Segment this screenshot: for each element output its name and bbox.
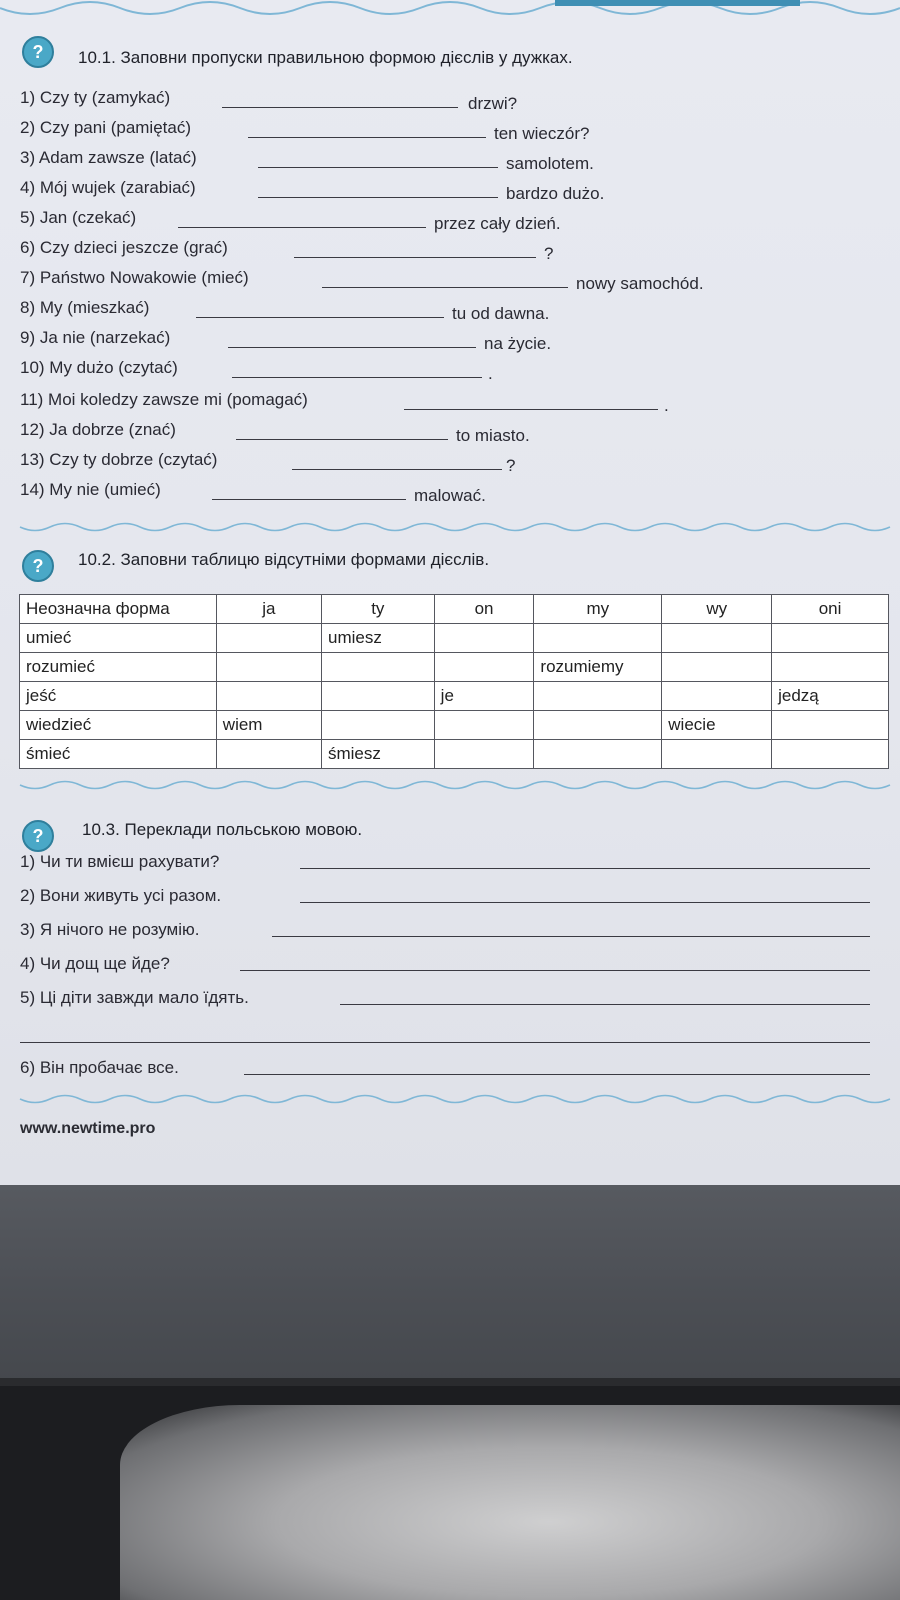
infinitive-cell: rozumieć (20, 653, 217, 682)
empty-answer-cell[interactable] (772, 624, 889, 653)
exercise-item-ending: . (664, 396, 669, 415)
empty-answer-cell[interactable] (216, 682, 321, 711)
empty-answer-cell[interactable] (662, 682, 772, 711)
answer-blank[interactable] (404, 409, 658, 410)
translation-prompt: 2) Вони живуть усі разом. (20, 886, 222, 905)
empty-answer-cell[interactable] (321, 711, 434, 740)
verb-form-cell: umiesz (321, 624, 434, 653)
exercise-item (20, 268, 880, 292)
exercise-item-ending: ? (506, 456, 516, 475)
section-divider-wave (0, 778, 900, 792)
answer-blank[interactable] (212, 499, 406, 500)
empty-answer-cell[interactable] (434, 624, 534, 653)
header-wave-decoration (0, 0, 900, 20)
table-column-header: on (434, 595, 534, 624)
question-icon: ? (22, 550, 54, 582)
section-divider-wave (0, 520, 900, 534)
translation-prompt: 4) Чи дощ ще йде? (20, 954, 170, 973)
exercise-item-text: 10) My dużo (czytać) (20, 358, 178, 377)
exercise-item-ending: malować. (414, 486, 486, 505)
table-column-header: wy (662, 595, 772, 624)
answer-line[interactable] (244, 1074, 870, 1075)
translation-prompt: 6) Він пробачає все. (20, 1058, 179, 1077)
exercise-item-text: 8) My (mieszkać) (20, 298, 150, 317)
desk-edge (0, 1378, 900, 1386)
exercise-item-ending: tu od dawna. (452, 304, 550, 323)
exercise-item (20, 148, 880, 172)
section-divider-wave (0, 1092, 900, 1106)
exercise-item-text: 5) Jan (czekać) (20, 208, 137, 227)
empty-answer-cell[interactable] (662, 624, 772, 653)
verb-form-cell: je (434, 682, 534, 711)
answer-blank[interactable] (322, 287, 568, 288)
empty-answer-cell[interactable] (321, 653, 434, 682)
verb-forms-table (19, 594, 889, 769)
desk-surface (0, 1185, 900, 1380)
answer-line[interactable] (340, 1004, 870, 1005)
empty-answer-cell[interactable] (434, 740, 534, 769)
exercise-item-text: 4) Mój wujek (zarabiać) (20, 178, 196, 197)
empty-answer-cell[interactable] (534, 740, 662, 769)
table-column-header: my (534, 595, 662, 624)
answer-blank[interactable] (258, 197, 498, 198)
table-header-row (20, 595, 889, 624)
verb-form-cell: wiecie (662, 711, 772, 740)
infinitive-cell: jeść (20, 682, 217, 711)
answer-blank[interactable] (228, 347, 476, 348)
empty-answer-cell[interactable] (534, 711, 662, 740)
exercise-item-text: 12) Ja dobrze (znać) (20, 420, 176, 439)
exercise-item-ending: na życie. (484, 334, 552, 353)
exercise-item (20, 238, 880, 262)
exercise-10-1-heading: 10.1. Заповни пропуски правильною формою дієслів у дужках. (78, 48, 573, 67)
answer-line[interactable] (300, 868, 870, 869)
answer-line[interactable] (300, 902, 870, 903)
answer-blank[interactable] (292, 469, 502, 470)
fabric-background (120, 1405, 900, 1600)
empty-answer-cell[interactable] (772, 711, 889, 740)
empty-answer-cell[interactable] (216, 653, 321, 682)
infinitive-cell: umieć (20, 624, 217, 653)
exercise-item-text: 2) Czy pani (pamiętać) (20, 118, 192, 137)
empty-answer-cell[interactable] (434, 653, 534, 682)
exercise-item (20, 328, 880, 352)
verb-form-cell: wiem (216, 711, 321, 740)
exercise-item-ending: to miasto. (456, 426, 530, 445)
table-column-header: ty (321, 595, 434, 624)
exercise-item-text: 3) Adam zawsze (latać) (20, 148, 197, 167)
empty-answer-cell[interactable] (772, 653, 889, 682)
empty-answer-cell[interactable] (216, 624, 321, 653)
empty-answer-cell[interactable] (534, 624, 662, 653)
translation-prompt: 5) Ці діти завжди мало їдять. (20, 988, 249, 1007)
infinitive-cell: śmieć (20, 740, 217, 769)
answer-blank[interactable] (222, 107, 458, 108)
table-row (20, 653, 889, 682)
question-icon: ? (22, 36, 54, 68)
answer-blank[interactable] (178, 227, 426, 228)
empty-answer-cell[interactable] (434, 711, 534, 740)
exercise-item (20, 358, 880, 382)
exercise-item-text: 7) Państwo Nowakowie (mieć) (20, 268, 249, 287)
empty-answer-cell[interactable] (216, 740, 321, 769)
empty-answer-cell[interactable] (662, 653, 772, 682)
answer-blank[interactable] (294, 257, 536, 258)
table-column-header: Неозначна форма (20, 595, 217, 624)
answer-line-extra (20, 1042, 870, 1043)
table-row (20, 711, 889, 740)
empty-answer-cell[interactable] (534, 682, 662, 711)
answer-line[interactable] (240, 970, 870, 971)
exercise-item-text: 6) Czy dzieci jeszcze (grać) (20, 238, 228, 257)
exercise-item (20, 298, 880, 322)
verb-form-cell: rozumiemy (534, 653, 662, 682)
exercise-item (20, 208, 880, 232)
answer-blank[interactable] (196, 317, 444, 318)
exercise-item-ending: . (488, 364, 493, 383)
verb-form-cell: jedzą (772, 682, 889, 711)
exercise-10-2-heading: 10.2. Заповни таблицю відсутніми формами дієслів. (78, 550, 490, 569)
exercise-item-ending: ? (544, 244, 554, 263)
exercise-item-text: 9) Ja nie (narzekać) (20, 328, 171, 347)
exercise-item (20, 178, 880, 202)
answer-blank[interactable] (248, 137, 486, 138)
empty-answer-cell[interactable] (772, 740, 889, 769)
answer-blank[interactable] (236, 439, 448, 440)
empty-answer-cell[interactable] (321, 682, 434, 711)
exercise-item (20, 118, 880, 142)
exercise-item-text: 11) Moi koledzy zawsze mi (pomagać) (20, 390, 308, 409)
exercise-item-ending: ten wieczór? (494, 124, 590, 143)
table-column-header: oni (772, 595, 889, 624)
exercise-item-text: 13) Czy ty dobrze (czytać) (20, 450, 218, 469)
verb-form-cell: śmiesz (321, 740, 434, 769)
table-column-header: ja (216, 595, 321, 624)
exercise-item-text: 1) Czy ty (zamykać) (20, 88, 171, 107)
answer-blank[interactable] (232, 377, 482, 378)
translation-prompt: 1) Чи ти вмієш рахувати? (20, 852, 220, 871)
table-row (20, 682, 889, 711)
answer-blank[interactable] (258, 167, 498, 168)
exercise-item (20, 390, 880, 414)
exercise-item (20, 88, 880, 112)
question-icon: ? (22, 820, 54, 852)
infinitive-cell: wiedzieć (20, 711, 217, 740)
table-row (20, 624, 889, 653)
exercise-item (20, 420, 880, 444)
exercise-item-ending: przez cały dzień. (434, 214, 561, 233)
exercise-item (20, 480, 880, 504)
empty-answer-cell[interactable] (662, 740, 772, 769)
exercise-item-ending: bardzo dużo. (506, 184, 605, 203)
exercise-item-text: 14) My nie (umieć) (20, 480, 161, 499)
exercise-item-ending: drzwi? (468, 94, 518, 113)
answer-line[interactable] (272, 936, 870, 937)
exercise-item-ending: samolotem. (506, 154, 594, 173)
exercise-item (20, 450, 880, 474)
translation-prompt: 3) Я нічого не розумію. (20, 920, 200, 939)
table-row (20, 740, 889, 769)
publisher-url: www.newtime.pro (20, 1120, 156, 1137)
exercise-item-ending: nowy samochód. (576, 274, 704, 293)
exercise-10-3-heading: 10.3. Переклади польською мовою. (82, 820, 363, 839)
